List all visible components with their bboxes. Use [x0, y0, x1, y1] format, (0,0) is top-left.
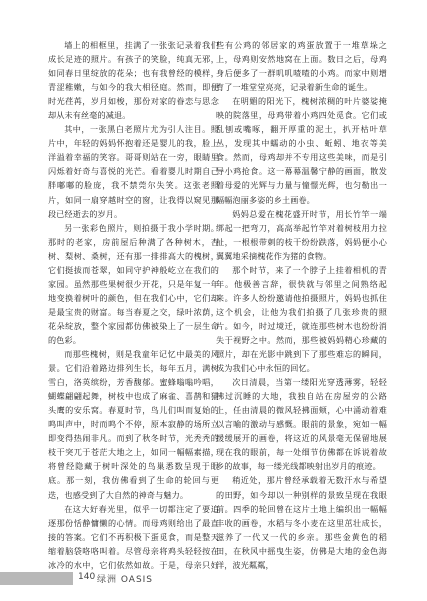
paragraph: 在这大好春光里，似乎一切都注定了要追逐那份恬静慵懒的心情。而母鸡则给出了最直接的答案。它们不再积极下蛋觅食，而是整天缩着脑袋咯咯叫着。尽管母亲将鸡头轻轻按在冰冷的水中，它们依然如故。于是，母亲只好 [48, 503, 219, 570]
paragraph-continued: 些有公鸡的邻居家的鸡蛋放置于一堆草垛之上，母鸡则安然地窝在上面。数日之后，母鸡身后便多了一群叽叽喳喳的小鸡。而家中则增育了一堆堂堂亮亮，记录着新生命的诞生。 [216, 40, 387, 93]
footer-gray-bar [0, 572, 73, 585]
paragraph: 而那些槐树，则是我童年记忆中最美的风景。它们沿着路边排列生长，每年五月，满树雪白，洛英缤纷，芳香馥郁。蜜蜂嗡嗡吟唱，蝴蝶翩翩起舞，树枝中也成了麻雀、喜鹊和猫头鹰的安乐窝。春夏时节，鸟儿们叫而复始的鸣叫声中，时而鸣个不停，原本寂静的场所立即变得热闹非凡。而到了秋冬时节，光秃秃的枝干突兀于苍茫大地之上，如同一幅幅素描，将曾经隐藏于树叶深处的鸟巢悉数呈现于眼底。那一刻，我仿佛看到了生命的轮回与更迭，也感受到了大自然的神奇与魅力。 [48, 349, 219, 500]
paragraph: 在明媚的阳光下，槐树浓稠的叶片婆娑掩映的院落里，母鸡带着小鸡四处觅食。它们或乱刨或嘴啄，翻开厚重的泥土，扒开枯叶草丛，发现其中蠕动的小虫、蚯蚓、地衣等美食。然而，母鸡却并不专用这些美味，而是引导小鸡抢食。这一幕幕温馨宁静的画面，散发着母爱的光辉与力量与憧憬光辉，也匀勒出一幅幅泡丽多姿的乡土画卷。 [216, 96, 387, 205]
paragraph: 其中，一张黑白老照片尤为引人注目。照片中，年轻的妈妈怀抱着还是婴儿的我，脸上洋溢着幸福的笑容。哥哥则站在一旁，眼睛里闪烁着好奇与喜悦的光芒。看着婴儿时期自己胖嘟嘟的脸庞，我不禁莞尔失笑。这张老照片，如同一扇穿越时空的窗，让我得以窥见那段已经逝去的岁月。 [48, 124, 219, 219]
paragraph: 那个时节，来了一个脖子上挂着相机的青年。他极善言辞，很快就与邻里之间熟络起来。许多人纷纷邀请他拍摄照片，妈妈也抓住这个机会，让他为我们拍摄了几张珍贵的照片。如今，时过境迁，就连那些树木也纷纷消失于视野之中。然而，那些被妈妈精心珍藏的照片，却在光影中跳到下了那些难忘的瞬间，成为我们心中永恒的回忆。 [216, 264, 387, 374]
paragraph: 墙上的相框里，挂满了一张张记录着我们成长足迹的照片。有孩子的笑脸，纯真无邪，如同春日里绽放的花朵；也有我曾经的模样，青涩稚嫩，与如今的我大相径庭。然而，即便时光荏苒，岁月如梭，那份对家的眷恋与思念却从未有丝毫的减退。 [48, 40, 219, 121]
paragraph: 另一张彩色照片，则拍摄于我小学时期。那时的老家，房前屋后种满了各种树木，杏树、梨树、桑树，还有那一排排高大的槐树，它们挺拔而苍翠，如同守护神般屹立在我们的家园。虽然那些果树很少开花，只是年复一年地变换着树叶的颜色，但在我们心中，它们却是最宝贵的财富。每当春夏之交，绿叶浓荫，花朵绽放，整个家园都仿佛被染上了一层生命的色彩。 [48, 222, 219, 345]
paragraph: 次日清晨，当第一缕阳光穿透薄雾，轻轻拂过沉睡的大地，我独自站在房屋旁的公路上，任由清晨的微风轻拂面颊，心中涌动着难以言喻的激动与感慨。眼前的景象，宛如一幅缓缓展开的画卷，将这近的风景毫无保留地展现在我的眼前，每一处细节仿佛都在诉说着故乡的故事，每一缕光线都映射出岁月的痕迹。 [216, 377, 387, 472]
left-text-column [48, 38, 219, 586]
page-footer [0, 571, 427, 587]
paragraph: 稍近处，那片曾经承载着无数汗水与希望的田野，如今却以一种别样的景致呈现在我眼前。四季的轮回曾在这片土地上编织出一幅幅丰收的画卷，水稻与冬小麦在这里茁壮成长，滋养了一代又一代的乡亲。那些金黄色的稻田，在秋风中摇曳生姿，仿佛是大地的金色海洋，波光粼粼， [216, 475, 387, 570]
right-text-column [216, 38, 387, 572]
page-number: 140 [78, 572, 96, 582]
paragraph: 妈妈总爱在槐花盛开时节，用长竹竿一端绑起一把弯刀，高高举起竹竿对着树枝用力拉扯，一根根带刺的枝干纷纷跌落，妈妈便小心翼翼地采摘槐花作为猪的食物。 [216, 208, 387, 261]
magazine-name: 绿洲 OASIS [97, 575, 154, 585]
